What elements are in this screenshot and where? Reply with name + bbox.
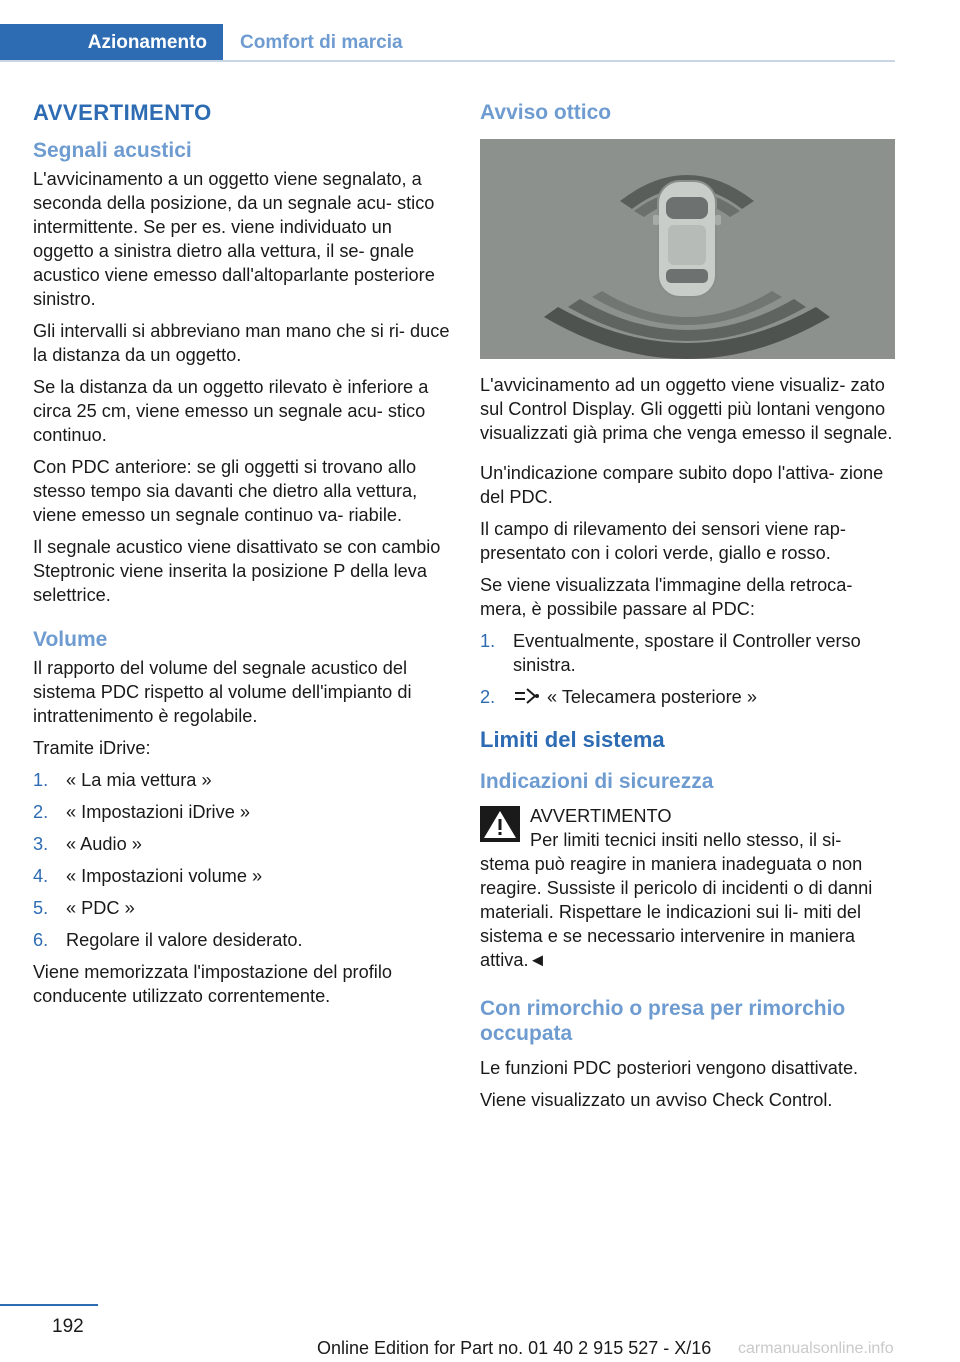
step-number: 6. — [33, 930, 49, 950]
rear-camera-icon — [513, 686, 541, 706]
list-item — [33, 864, 451, 888]
idrive-steps — [33, 768, 451, 952]
paragraph: Viene visualizzato un avviso Check Control. — [480, 1090, 833, 1110]
safety-warning-text: stema può reagire in maniera inadeguata o non reagire. Sussiste il pericolo di incidenti o di danni materiali. Rispettare le indicazioni sui li‐ miti del sistema e se necessario intervenire in maniera attiva.◄ — [480, 854, 873, 970]
watermark: carmanualsonline.info — [738, 1340, 894, 1357]
acoustic-signals-title: Segnali acustici — [33, 139, 192, 162]
step-text: « Telecamera posteriore » — [547, 687, 757, 707]
step-text: Regolare il valore desiderato. — [66, 930, 303, 950]
left-column — [33, 100, 451, 1016]
list-item — [33, 800, 451, 824]
footer-rule — [0, 1304, 98, 1306]
step-number: 2. — [33, 802, 49, 822]
safety-warning-title: AVVERTIMENTO — [530, 806, 672, 826]
tab-azionamento[interactable]: Azionamento — [0, 24, 223, 62]
list-item — [33, 896, 451, 920]
step-text: Eventualmente, spostare il Controller verso sinistra. — [513, 631, 861, 675]
step-text: « Impostazioni volume » — [66, 866, 263, 886]
step-number: 4. — [33, 866, 49, 886]
paragraph: Viene memorizzata l'impostazione del profilo conducente utilizzato correntemente. — [33, 962, 392, 1006]
header-rule — [0, 60, 895, 62]
step-text: « Impostazioni iDrive » — [66, 802, 250, 822]
system-limits-title: Limiti del sistema — [480, 727, 665, 752]
warning-triangle-icon — [480, 806, 520, 842]
right-column — [480, 100, 898, 1120]
paragraph: Con PDC anteriore: se gli oggetti si trovano allo stesso tempo sia davanti che dietro alla vettura, viene emesso un segnale continuo va‐ riabile. — [33, 457, 418, 525]
trailer-title: Con rimorchio o presa per rimorchio occupata — [480, 997, 846, 1045]
paragraph: L'avvicinamento a un oggetto viene segnalato, a seconda della posizione, da un segnale acu‐ stico intermittente. Se per es. viene individuato un oggetto a sinistra dietro alla vettura, il se‐ gnale acustico viene emesso dall'altoparlante posteriore sinistro. — [33, 169, 435, 309]
step-number: 3. — [33, 834, 49, 854]
pdc-car-icon — [480, 139, 895, 359]
safety-title: Indicazioni di sicurezza — [480, 770, 714, 793]
safety-warning-first-line: Per limiti tecnici insiti nello stesso, il si‐ — [530, 830, 842, 850]
paragraph: Il campo di rilevamento dei sensori viene rap‐ presentato con i colori verde, giallo e rosso. — [480, 519, 846, 563]
page-number: 192 — [52, 1316, 84, 1337]
step-text: « Audio » — [66, 834, 142, 854]
list-item — [33, 768, 451, 792]
pdc-display-illustration — [480, 139, 895, 359]
warning-heading: AVVERTIMENTO — [33, 100, 212, 125]
edition-text: Online Edition for Part no. 01 40 2 915 527 - X/16 — [317, 1338, 712, 1358]
step-number: 5. — [33, 898, 49, 918]
pdc-steps — [480, 629, 898, 709]
step-number: 2. — [480, 687, 496, 707]
step-number: 1. — [33, 770, 49, 790]
tab-comfort-di-marcia[interactable]: Comfort di marcia — [240, 32, 403, 53]
paragraph: Un'indicazione compare subito dopo l'attiva‐ zione del PDC. — [480, 463, 884, 507]
visual-warning-title: Avviso ottico — [480, 101, 612, 124]
paragraph: Il rapporto del volume del segnale acustico del sistema PDC rispetto al volume dell'impianto di intrattenimento è regolabile. — [33, 658, 412, 726]
paragraph: Il segnale acustico viene disattivato se con cambio Steptronic viene inserita la posizione P della leva selettrice. — [33, 537, 441, 605]
paragraph: Se viene visualizzata l'immagine della retroca‐ mera, è possibile passare al PDC: — [480, 575, 853, 619]
safety-warning-box — [480, 804, 898, 852]
list-item — [480, 629, 898, 677]
paragraph: L'avvicinamento ad un oggetto viene visualiz‐ zato sul Control Display. Gli oggetti più lontani vengono visualizzati già prima che venga emesso il segnale. — [480, 375, 893, 443]
step-number: 1. — [480, 631, 496, 651]
paragraph: Le funzioni PDC posteriori vengono disattivate. — [480, 1058, 859, 1078]
step-text: « La mia vettura » — [66, 770, 212, 790]
step-text: « PDC » — [66, 898, 135, 918]
list-item — [33, 928, 451, 952]
paragraph: Se la distanza da un oggetto rilevato è inferiore a circa 25 cm, viene emesso un segnale acu‐ stico continuo. — [33, 377, 429, 445]
idrive-label: Tramite iDrive: — [33, 738, 151, 758]
paragraph: Gli intervalli si abbreviano man mano che si ri‐ duce la distanza da un oggetto. — [33, 321, 450, 365]
list-item — [33, 832, 451, 856]
header-tabs — [0, 24, 895, 62]
list-item — [480, 685, 898, 709]
volume-title: Volume — [33, 628, 108, 651]
